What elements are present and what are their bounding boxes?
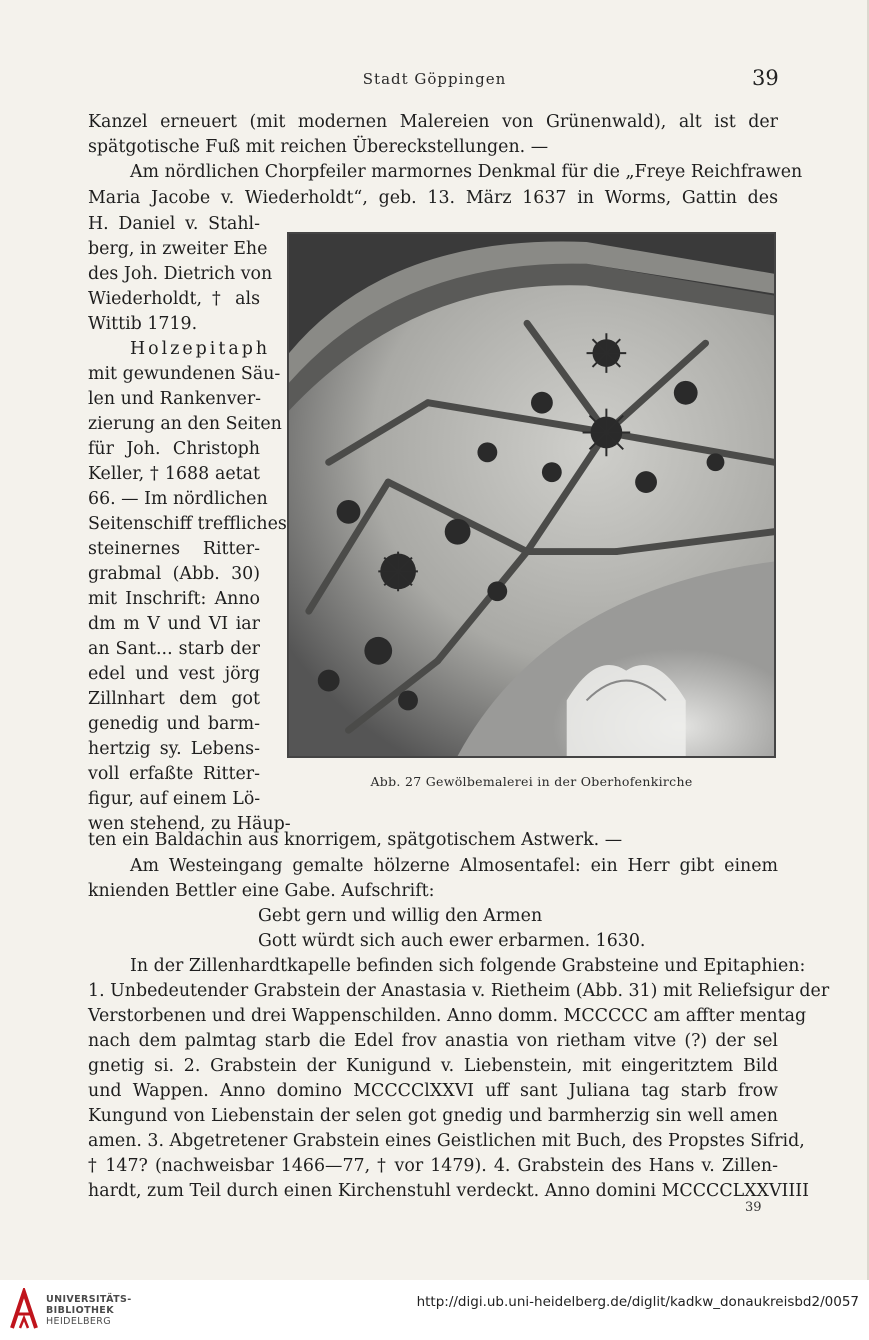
inscription-line: Gott würdt sich auch ewer erbarmen. 1630.: [258, 931, 646, 951]
body-line: ten ein Baldachin aus knorrigem, spätgotischem Astwerk. —: [88, 830, 623, 850]
body-line-emphasis: Holzepitaph: [130, 339, 271, 359]
body-line: des Joh. Dietrich von: [88, 264, 273, 284]
body-line: † 147? (nachweisbar 1466—77, † vor 1479). 4. Grabstein des Hans v. Zillen-: [88, 1156, 778, 1176]
body-line: len und Rankenver-: [88, 389, 262, 409]
body-line: grabmal (Abb. 30): [88, 564, 260, 584]
vault-illustration: [289, 234, 774, 756]
body-line: Zillnhart dem got: [88, 689, 260, 709]
body-line: hardt, zum Teil durch einen Kirchenstuhl verdeckt. Anno domini MCCCCLXXVIIII: [88, 1181, 809, 1201]
library-logo-text: [46, 1294, 132, 1327]
body-line: Seitenschiff treffliches: [88, 514, 287, 534]
body-line: gnetig si. 2. Grabstein der Kunigund v. Liebenstein, mit eingeritztem Bild: [88, 1056, 778, 1076]
university-library-logo-icon: [8, 1288, 40, 1332]
body-line: In der Zillenhardtkapelle befinden sich folgende Grabsteine und Epitaphien:: [130, 956, 806, 976]
body-line: edel und vest jörg: [88, 664, 260, 684]
body-line: Kanzel erneuert (mit modernen Malereien von Grünenwald), alt ist der: [88, 112, 778, 132]
body-line: und Wappen. Anno domino MCCCClXXVI uff sant Juliana tag starb frow: [88, 1081, 778, 1101]
body-line: berg, in zweiter Ehe: [88, 239, 268, 259]
body-line: mit gewundenen Säu-: [88, 364, 281, 384]
body-line: Kungund von Liebenstain der selen got gnedig und barmherzig sin well amen: [88, 1106, 778, 1126]
source-url-link[interactable]: http://digi.ub.uni-heidelberg.de/diglit/kadkw_donaukreisbd2/0057: [416, 1294, 859, 1310]
running-header-title: Stadt Göppingen: [362, 70, 507, 88]
footer-page-number: 39: [745, 1200, 762, 1215]
body-line: Wittib 1719.: [88, 314, 198, 334]
vault-painting-photo: [287, 232, 776, 758]
body-line: genedig und barm-: [88, 714, 260, 734]
body-line: für Joh. Christoph: [88, 439, 260, 459]
body-line: H. Daniel v. Stahl-: [88, 214, 260, 234]
body-line: an Sant... starb der: [88, 639, 260, 659]
body-line: Keller, † 1688 aetat: [88, 464, 260, 484]
body-line: figur, auf einem Lö-: [88, 789, 261, 809]
header-page-number: 39: [752, 66, 779, 90]
body-line: knienden Bettler eine Gabe. Aufschrift:: [88, 881, 435, 901]
logo-line: HEIDELBERG: [46, 1316, 112, 1327]
body-line: Verstorbenen und drei Wappenschilden. Anno domm. MCCCCC am affter mentag: [88, 1006, 807, 1026]
body-line: Am Westeingang gemalte hölzerne Almosentafel: ein Herr gibt einem: [130, 856, 778, 876]
body-line: dm m V und VI iar: [88, 614, 260, 634]
body-line: nach dem palmtag starb die Edel frov anastia von rietham vitve (?) der sel: [88, 1031, 778, 1051]
inscription-line: Gebt gern und willig den Armen: [258, 906, 543, 926]
logo-line: UNIVERSITÄTS-: [46, 1294, 132, 1305]
body-line: voll erfaßte Ritter-: [88, 764, 260, 784]
body-line: mit Inschrift: Anno: [88, 589, 260, 609]
body-line: amen. 3. Abgetretener Grabstein eines Geistlichen mit Buch, des Propstes Sifrid,: [88, 1131, 805, 1151]
body-line: spätgotische Fuß mit reichen Übereckstellungen. —: [88, 137, 549, 157]
body-line: 1. Unbedeutender Grabstein der Anastasia v. Rietheim (Abb. 31) mit Reliefsigur der: [88, 981, 830, 1001]
body-line: 66. — Im nördlichen: [88, 489, 268, 509]
body-line: hertzig sy. Lebens-: [88, 739, 260, 759]
body-line: steinernes Ritter-: [88, 539, 260, 559]
figure-caption: Abb. 27 Gewölbemalerei in der Oberhofenkirche: [370, 774, 693, 789]
library-footer-bar: [0, 1280, 869, 1340]
body-line: Wiederholdt, † als: [88, 289, 260, 309]
body-line: Maria Jacobe v. Wiederholdt“, geb. 13. März 1637 in Worms, Gattin des: [88, 188, 778, 208]
body-line: Am nördlichen Chorpfeiler marmornes Denkmal für die „Freye Reichfrawen: [130, 162, 803, 182]
body-line: wen stehend, zu Häup-: [88, 814, 291, 834]
body-line: zierung an den Seiten: [88, 414, 282, 434]
logo-line: BIBLIOTHEK: [46, 1305, 114, 1316]
